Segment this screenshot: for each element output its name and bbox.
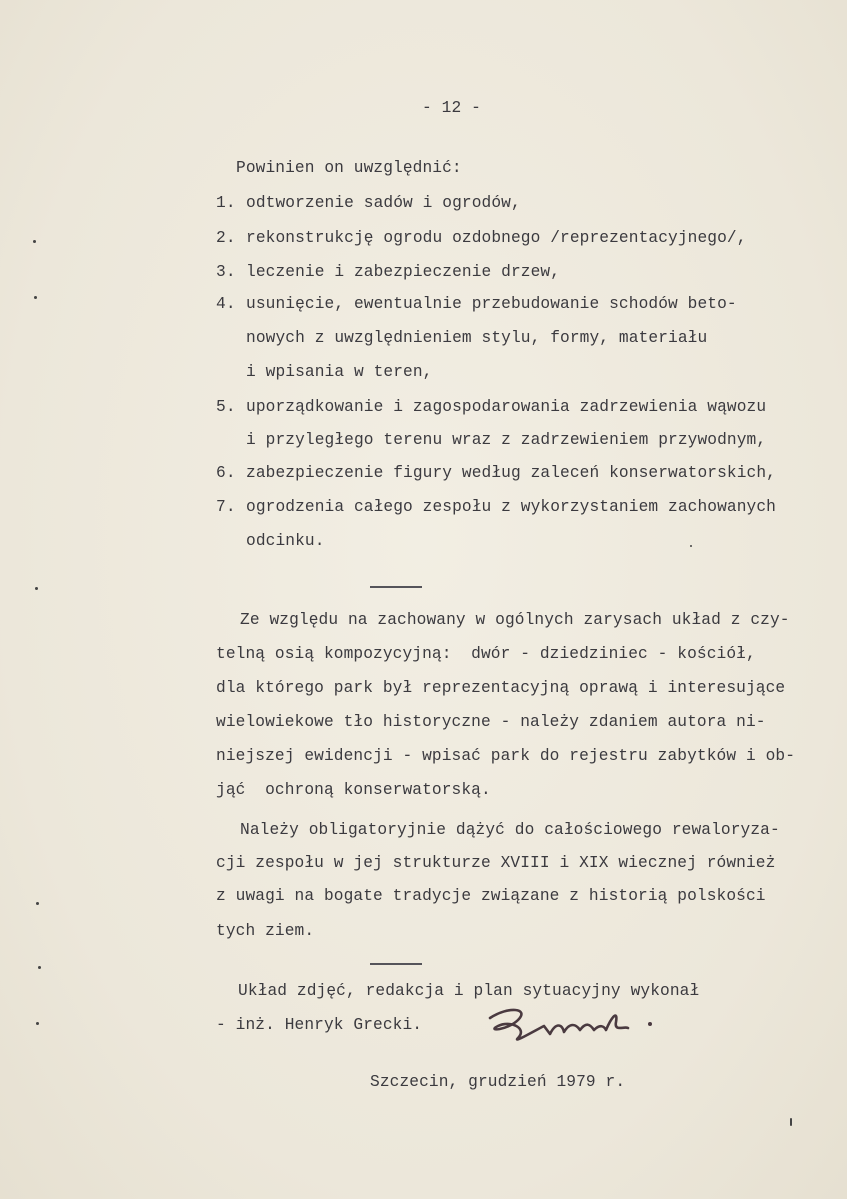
list-number: 6. (216, 464, 236, 482)
place-and-date: Szczecin, grudzień 1979 r. (370, 1073, 626, 1091)
margin-speck (33, 240, 36, 243)
list-number: 1. (216, 194, 236, 212)
margin-speck (35, 587, 38, 590)
margin-speck (36, 902, 39, 905)
paragraph-line: jąć ochroną konserwatorską. (216, 781, 491, 799)
paragraph-line: Ze względu na zachowany w ogólnych zarysach układ z czy- (240, 611, 790, 629)
list-item-text: leczenie i zabezpieczenie drzew, (246, 263, 561, 281)
paragraph-line: telną osią kompozycyjną: dwór - dziedziniec - kościół, (216, 645, 756, 663)
credits-line: Układ zdjęć, redakcja i plan sytuacyjny wykonał (238, 982, 700, 1000)
paragraph-line: cji zespołu w jej strukturze XVIII i XIX wiecznej również (216, 854, 776, 872)
paragraph-line: wielowiekowe tło historyczne - należy zdaniem autora ni- (216, 713, 766, 731)
margin-speck (690, 545, 692, 547)
list-item-text: ogrodzenia całego zespołu z wykorzystaniem zachowanych (246, 498, 776, 516)
page-number: - 12 - (422, 99, 481, 117)
handwritten-signature (478, 1000, 678, 1050)
paragraph-line: niejszej ewidencji - wpisać park do rejestru zabytków i ob- (216, 747, 796, 765)
list-item-text: zabezpieczenie figury według zaleceń konserwatorskich, (246, 464, 776, 482)
margin-speck (34, 296, 37, 299)
list-item-text: odcinku. (246, 532, 325, 550)
paragraph-line: z uwagi na bogate tradycje związane z historią polskości (216, 887, 766, 905)
list-item-text: nowych z uwzględnieniem stylu, formy, materiału (246, 329, 708, 347)
paragraph-line: Należy obligatoryjnie dążyć do całościowego rewaloryza- (240, 821, 780, 839)
list-item-text: uporządkowanie i zagospodarowania zadrzewienia wąwozu (246, 398, 767, 416)
list-item-text: i wpisania w teren, (246, 363, 433, 381)
section-divider (370, 586, 422, 588)
list-item-text: usunięcie, ewentualnie przebudowanie schodów beto- (246, 295, 737, 313)
list-number: 7. (216, 498, 236, 516)
paragraph-line: dla którego park był reprezentacyjną oprawą i interesujące (216, 679, 786, 697)
list-number: 3. (216, 263, 236, 281)
list-item-text: odtworzenie sadów i ogrodów, (246, 194, 521, 212)
list-item-text: rekonstrukcję ogrodu ozdobnego /reprezentacyjnego/, (246, 229, 747, 247)
paragraph-line: tych ziem. (216, 922, 315, 940)
section-divider (370, 963, 422, 965)
list-item-text: i przyległego terenu wraz z zadrzewieniem przywodnym, (246, 431, 767, 449)
margin-speck (790, 1118, 792, 1126)
intro-line: Powinien on uwzględnić: (236, 159, 462, 177)
margin-speck (36, 1022, 39, 1025)
list-number: 5. (216, 398, 236, 416)
credits-author: - inż. Henryk Grecki. (216, 1016, 423, 1034)
margin-speck (38, 966, 41, 969)
list-number: 2. (216, 229, 236, 247)
list-number: 4. (216, 295, 236, 313)
